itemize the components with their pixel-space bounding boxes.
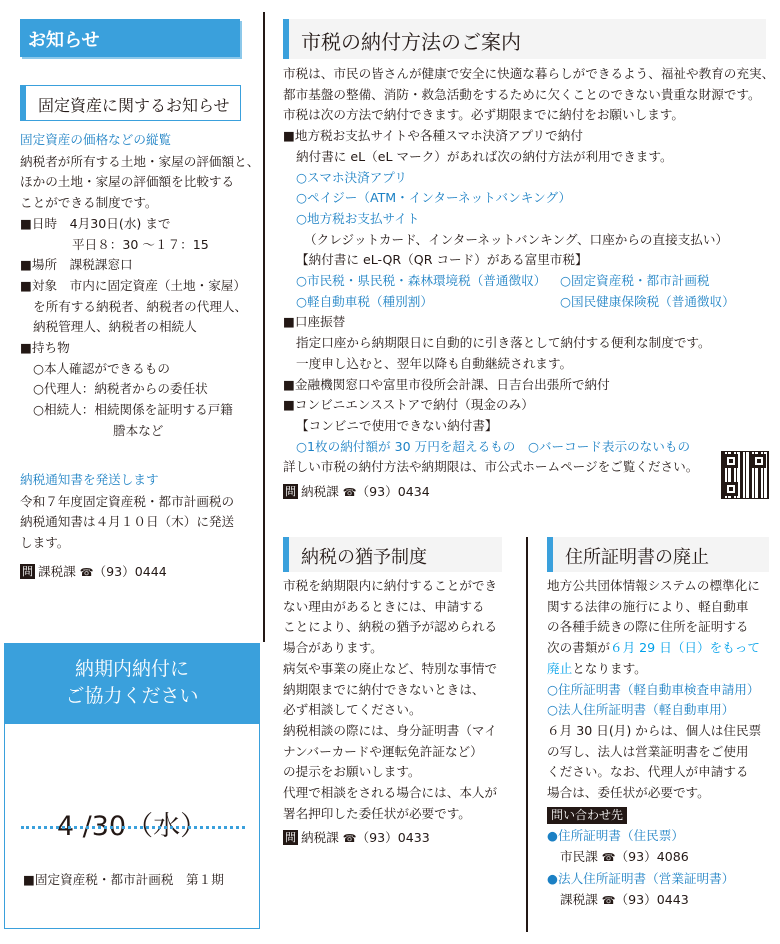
grace-line: ない理由があるときには、申請する [283,598,485,614]
deadline-heading-line: 納期内納付に [74,658,189,680]
belongings-item: ○本人確認ができるもの [33,360,170,376]
date-hours: 平日８：30 ～１７：15 [72,236,209,252]
place-line: ■場所 課税課窓口 [20,257,133,273]
address-text: 次の書類が [547,640,610,656]
address-line: の各種手続きの際に住所を証明する [547,619,749,635]
body-line: します。 [20,535,70,551]
qr-finder [752,454,766,468]
grace-line: 病気や事業の廃止など、特別な事情で [283,660,498,676]
fixed-asset-body [20,130,259,442]
body-line: ことができる制度です。 [20,195,158,211]
body-line: ほかの土地・家屋の評価額を比較する [20,174,235,190]
contact-line [283,482,774,504]
date-line: ■日時 4月30日(水) まで [20,215,171,231]
eLQR-row [283,292,774,313]
intro-line: 市税は次の方法で納付できます。必ず期限までに納付をお願いします。 [283,107,684,123]
address-line: 関する法律の施行により、軽自動車 [547,598,749,614]
address-item: ○住所証明書（軽自動車検査申請用） [547,681,760,697]
eLQR-item: ○市民税・県民税・森林環境税（普通徴収） [296,273,547,289]
grace-line: 納期限までに納付できないときは、 [283,681,485,697]
fixed-asset-heading [20,85,241,121]
phone-icon: ☎ [79,565,94,579]
phone-icon: ☎ [601,851,616,865]
eLQR-item: ○固定資産税・都市計画税 [560,273,710,289]
contact-line [20,562,234,584]
method-sub: 納付書に eL（eL マーク）があれば次の納付方法が利用できます。 [296,148,673,164]
method-heading: ■地方税お支払サイトや各種スマホ決済アプリで納付 [283,128,583,144]
contact-line [547,890,761,912]
body-line: 令和７年度固定資産税・都市計画税の [20,493,235,509]
address-highlight: 廃止 [547,660,573,676]
method-option: ○スマホ決済アプリ [296,169,407,185]
contact-tel: （93）0443 [615,891,689,907]
address-line: 場合は、委任状が必要です。 [547,785,710,801]
payment-title: 市税の納付方法のご案内 [301,30,521,54]
belongings-label: ■持ち物 [20,340,70,356]
payment-title-bar [283,19,766,59]
body-line: 納税者が所有する土地・家屋の評価額と、 [20,153,260,169]
belongings-item: ○相続人：相続関係を証明する戸籍 [33,402,233,418]
method-heading: ■口座振替 [283,314,346,330]
grace-line: ナンバーカードや運転免許証など） [283,743,483,759]
method-sub: 一度申し込むと、翌年以降も自動継続されます。 [296,355,573,371]
contact-item-label: ●法人住所証明書（営業証明書） [547,870,735,886]
target-line: ■対象 市内に固定資産（土地・家屋） [20,277,246,293]
qr-finder [724,482,738,496]
eLQR-row [283,271,774,292]
deadline-heading-line: ご協力ください [65,685,199,707]
address-line: 地方公共団体情報システムの標準化に [547,578,760,593]
phone-icon: ☎ [601,893,616,907]
body-line: 納税通知書は４月１０日（木）に発送 [20,514,235,530]
method-heading: ■金融機関窓口や富里市役所会計課、日吉台出張所で納付 [283,376,610,392]
qr-finder [724,454,738,468]
grace-body [283,576,497,850]
contact-tel: （93）0434 [356,484,430,500]
contact-tel: （93）4086 [615,849,689,865]
address-title: 住所証明書の廃止 [565,547,709,568]
deadline-item: ■固定資産税・都市計画税 第１期 [23,872,224,887]
grace-line: ことにより、納税の猶予が認められる [283,619,498,635]
grace-line: 必ず相談してください。 [283,702,422,718]
grace-line: 署名押印した委任状が必要です。 [283,805,471,821]
address-heading [547,537,769,572]
inquiry-badge: 問 [22,564,33,578]
method-option: ○地方税お支払サイト [296,210,420,226]
contact-item-label: ●住所証明書（住民票） [547,828,684,844]
contact-tel: （93）0433 [356,830,430,846]
contact-line [547,847,761,869]
grace-line: 代理で相談をされる場合には、本人が [283,785,498,801]
grace-line: 場合があります。 [283,640,383,656]
inquiry-badge: 問 [285,831,296,845]
dotted-divider [21,826,245,829]
fixed-asset-subheading: 固定資産の価格などの縦覧 [20,132,172,147]
intro-line: 市税は、市民の皆さんが健康で安全に快適な暮らしができるよう、福祉や教育の充実、 [283,66,775,81]
column-divider [526,537,528,932]
phone-icon: ☎ [342,832,357,846]
belongings-item: ○代理人：納税者からの委任状 [33,381,208,397]
method-note: 【コンビニで使用できない納付書】 [296,417,498,433]
deadline-date: 4 /30（水） [56,811,208,842]
payment-body [283,64,774,504]
address-line: の写し、法人は営業証明書をご使用 [547,743,749,759]
grace-line: の提示をお願いします。 [283,764,421,780]
address-line [547,638,761,659]
notice-send-section [20,470,234,584]
eLQR-item: ○軽自動車税（種別割） [296,293,433,309]
fixed-asset-heading-text: 固定資産に関するお知らせ [38,96,230,115]
contact-dept: 課税課 [38,563,76,579]
phone-icon: ☎ [342,486,357,500]
grace-line: 市税を納期限内に納付することができ [283,578,498,593]
deadline-box [4,643,260,929]
address-item: ○法人住所証明書（軽自動車用） [547,702,735,718]
deadline-heading [5,644,259,724]
contact-tel: （93）0444 [93,563,167,579]
grace-heading [283,537,502,572]
notice-title: お知らせ [28,30,100,51]
column-divider [263,12,265,642]
method-heading: ■コンビニエンスストアで納付（現金のみ） [283,397,534,413]
inquiry-label-line [547,806,761,827]
address-line: ６月 30 日(月) からは、個人は住民票 [547,722,762,738]
eLQR-note: 【納付書に eL-QR（QR コード）がある富里市税】 [296,252,588,268]
address-text: となります。 [572,660,647,676]
grace-title: 納税の猶予制度 [301,547,427,568]
target-line: 納税管理人、納税者の相続人 [33,319,197,335]
address-line: ください。なお、代理人が申請する [547,764,749,780]
address-body [547,576,761,911]
notice-header [20,19,240,57]
method-sub: 指定口座から納期限日に自動的に引き落として納付する便利な制度です。 [296,335,711,351]
inquiry-label: 問い合わせ先 [547,807,627,824]
contact-dept: 納税課 [301,484,339,500]
contact-dept: 課税課 [560,891,598,907]
grace-line: 納税相談の際には、身分証明書（マイ [283,722,497,738]
more-info: 詳しい市税の納付方法や納期限は、市公式ホームページをご覧ください。 [283,459,699,475]
intro-line: 都市基盤の整備、消防・救急活動をするために欠くことのできない貴重な財源です。 [283,86,761,102]
notice-send-heading: 納税通知書を発送します [20,472,159,487]
target-line: を所有する納税者、納税者の代理人、 [33,298,248,314]
contact-dept: 市民課 [560,849,598,865]
address-highlight: ６月 29 日（日）をもって [609,640,760,656]
contact-line [283,828,497,850]
belongings-item: 謄本など [113,422,164,438]
qr-code-icon[interactable] [721,451,769,499]
address-line [547,659,761,680]
method-option: ○1枚の納付額が 30 万円を超えるもの ○バーコード表示のないもの [296,438,691,454]
contact-dept: 納税課 [301,830,339,846]
method-option: ○ペイジー（ATM・インターネットバンキング） [296,190,572,206]
inquiry-badge: 問 [285,485,296,499]
eLQR-item: ○国民健康保険税（普通徴収） [560,293,735,309]
method-option-note: （クレジットカード、インターネットバンキング、口座からの直接支払い） [304,231,729,247]
